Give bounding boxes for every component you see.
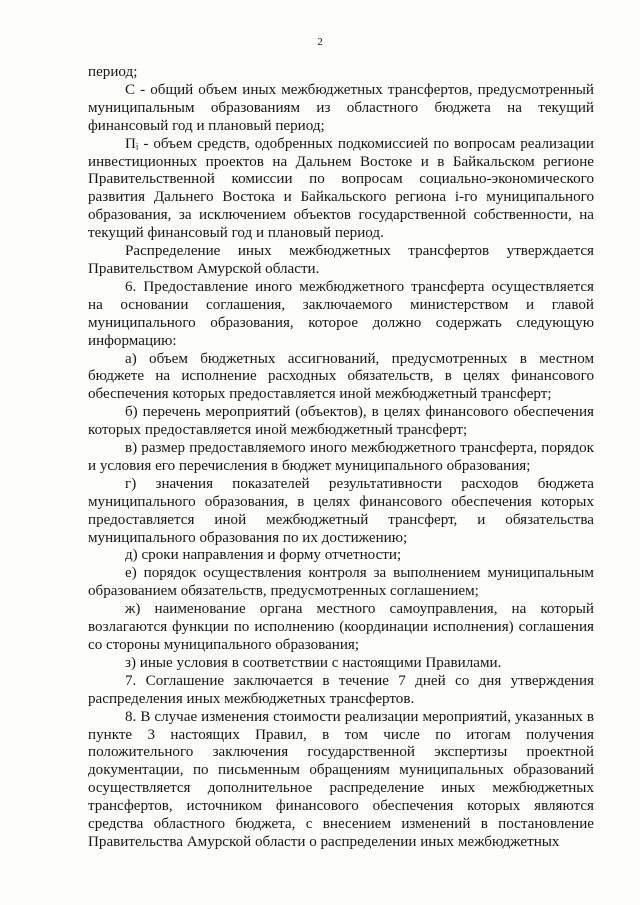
paragraph-item-6v: в) размер предоставляемого иного межбюджетного трансферта, порядок и условия его перечисления в бюджет муниципального образования; xyxy=(88,440,594,474)
paragraph-definition-c: С - общий объем иных межбюджетных трансфертов, предусмотренный муниципальным образованиям из областного бюджета на текущий финансовый год и плановый период; xyxy=(88,81,594,134)
paragraph-item-6e: е) порядок осуществления контроля за выполнением муниципальным образованием обязательств, предусмотренных соглашением; xyxy=(88,565,594,600)
document-body xyxy=(88,64,594,852)
paragraph-item-6z: з) иные условия в соответствии с настоящими Правилами. xyxy=(125,654,502,671)
page-number: 2 xyxy=(317,36,323,48)
paragraph-item-6zh: ж) наименование органа местного самоуправления, на который возлагаются функции по исполнению (координации исполнения) соглашения со стороны муниципального образования; xyxy=(88,601,594,653)
paragraph-distribution: Распределение иных межбюджетных трансфертов утверждается Правительством Амурской области. xyxy=(88,243,594,277)
paragraph-continuation: период; xyxy=(88,64,138,80)
paragraph-definition-pi: Пᵢ - объем средств, одобренных подкомиссией по вопросам реализации инвестиционных проектов на Дальнем Востоке и в Байкальском регионе Правительственной комиссии по вопросам социально-экономического развития Дальнего Востока и Байкальского региона i-го муниципального образования, за исключением объектов государственной собственности, на текущий финансовый год и плановый период. xyxy=(88,135,594,242)
paragraph-item-6d: д) сроки направления и форму отчетности; xyxy=(125,547,402,564)
paragraph-item-6g: г) значения показателей результативности расходов бюджета муниципального образования, в целях финансового обеспечения которых предоставляется иной межбюджетный трансферт, и обязательства муниципального образования по их достижению; xyxy=(88,475,594,546)
paragraph-item-6a: а) объем бюджетных ассигнований, предусмотренных в местном бюджете на исполнение расходных обязательств, в целях финансового обеспечения которых предоставляется иной межбюджетный трансферт; xyxy=(88,350,594,403)
paragraph-item-7: 7. Соглашение заключается в течение 7 дней со дня утверждения распределения иных межбюджетных трансфертов. xyxy=(88,672,594,707)
paragraph-item-8: 8. В случае изменения стоимости реализации мероприятий, указанных в пункте 3 настоящих Правил, в том числе по итогам получения положительного заключения государственной экспертизы проектной документации, по письменным обращениям муниципальных образований осуществляется дополнительное распределение иных межбюджетных трансфертов, источником финансового обеспечения которых являются средства областного бюджета, с внесением изменений в постановление Правительства Амурской области о распределении иных межбюджетных xyxy=(88,708,594,850)
paragraph-item-6b: б) перечень мероприятий (объектов), в целях финансового обеспечения которых предоставляется иной межбюджетный трансферт; xyxy=(88,404,594,439)
paragraph-item-6: 6. Предоставление иного межбюджетного трансферта осуществляется на основании соглашения, заключаемого министерством и главой муниципального образования, которое должно содержать следующую информацию: xyxy=(88,278,594,349)
